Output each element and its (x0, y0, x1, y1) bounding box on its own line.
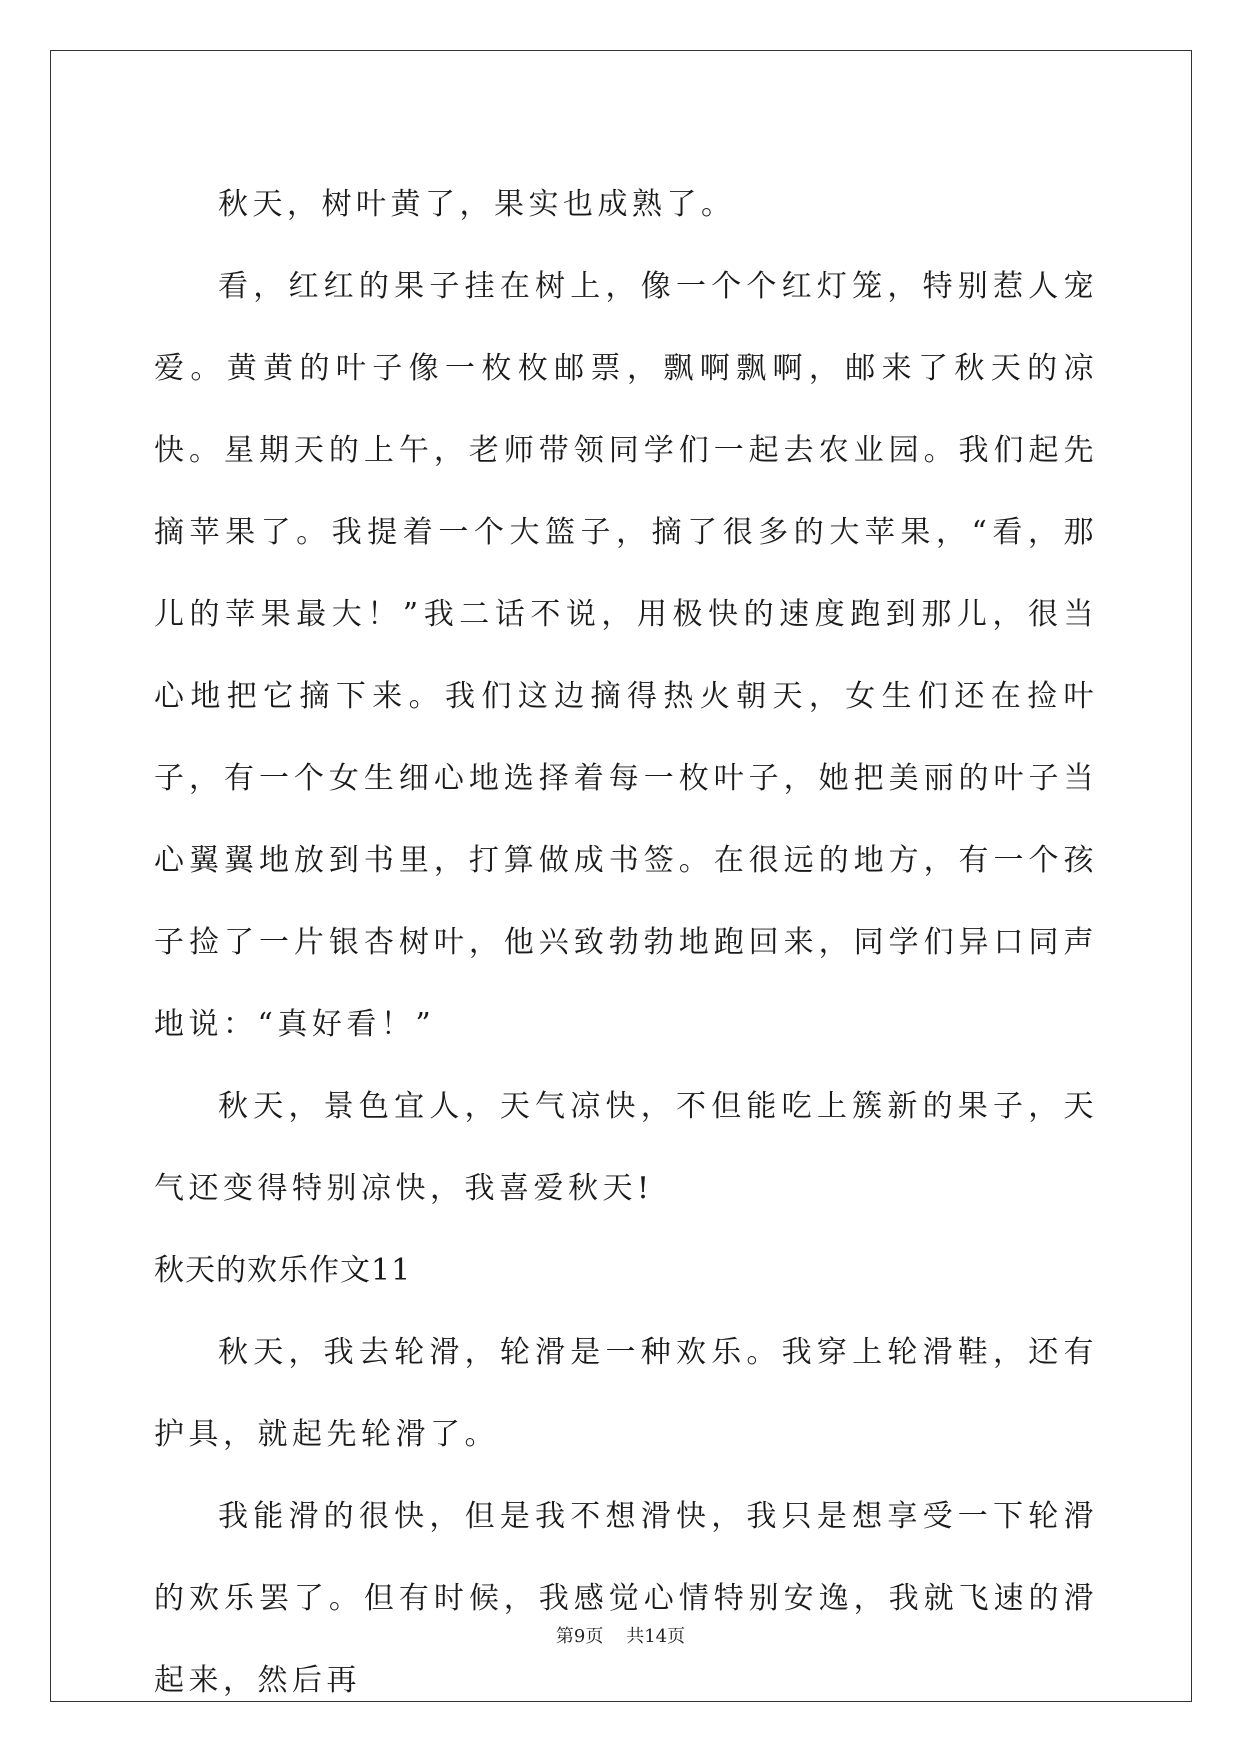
page-number: 第9页 (555, 1626, 604, 1647)
document-body (154, 164, 1098, 1722)
paragraph-1: 秋天，树叶黄了，果实也成熟了。 (218, 187, 736, 222)
paragraph-4: 秋天，我去轮滑，轮滑是一种欢乐。我穿上轮滑鞋，还有护具，就起先轮滑了。 (154, 1335, 1098, 1452)
section-heading: 秋天的欢乐作文11 (154, 1253, 412, 1288)
paragraph-3: 秋天，景色宜人，天气凉快，不但能吃上簇新的果子，天气还变得特别凉快，我喜爱秋天! (154, 1089, 1098, 1206)
paragraph-5: 我能滑的很快，但是我不想滑快，我只是想享受一下轮滑的欢乐罢了。但有时候，我感觉心情特别安逸，我就飞速的滑起来，然后再 (154, 1499, 1098, 1698)
page-footer (0, 1622, 1241, 1648)
page-total: 共14页 (626, 1626, 686, 1647)
paragraph-2: 看，红红的果子挂在树上，像一个个红灯笼，特别惹人宠爱。黄黄的叶子像一枚枚邮票，飘啊飘啊，邮来了秋天的凉快。星期天的上午，老师带领同学们一起去农业园。我们起先摘苹果了。我提着一个大篮子，摘了很多的大苹果，“看，那儿的苹果最大！”我二话不说，用极快的速度跑到那儿，很当心地把它摘下来。我们这边摘得热火朝天，女生们还在捡叶子，有一个女生细心地选择着每一枚叶子，她把美丽的叶子当心翼翼地放到书里，打算做成书签。在很远的地方，有一个孩子捡了一片银杏树叶，他兴致勃勃地跑回来，同学们异口同声地说：“真好看！” (154, 269, 1098, 1042)
